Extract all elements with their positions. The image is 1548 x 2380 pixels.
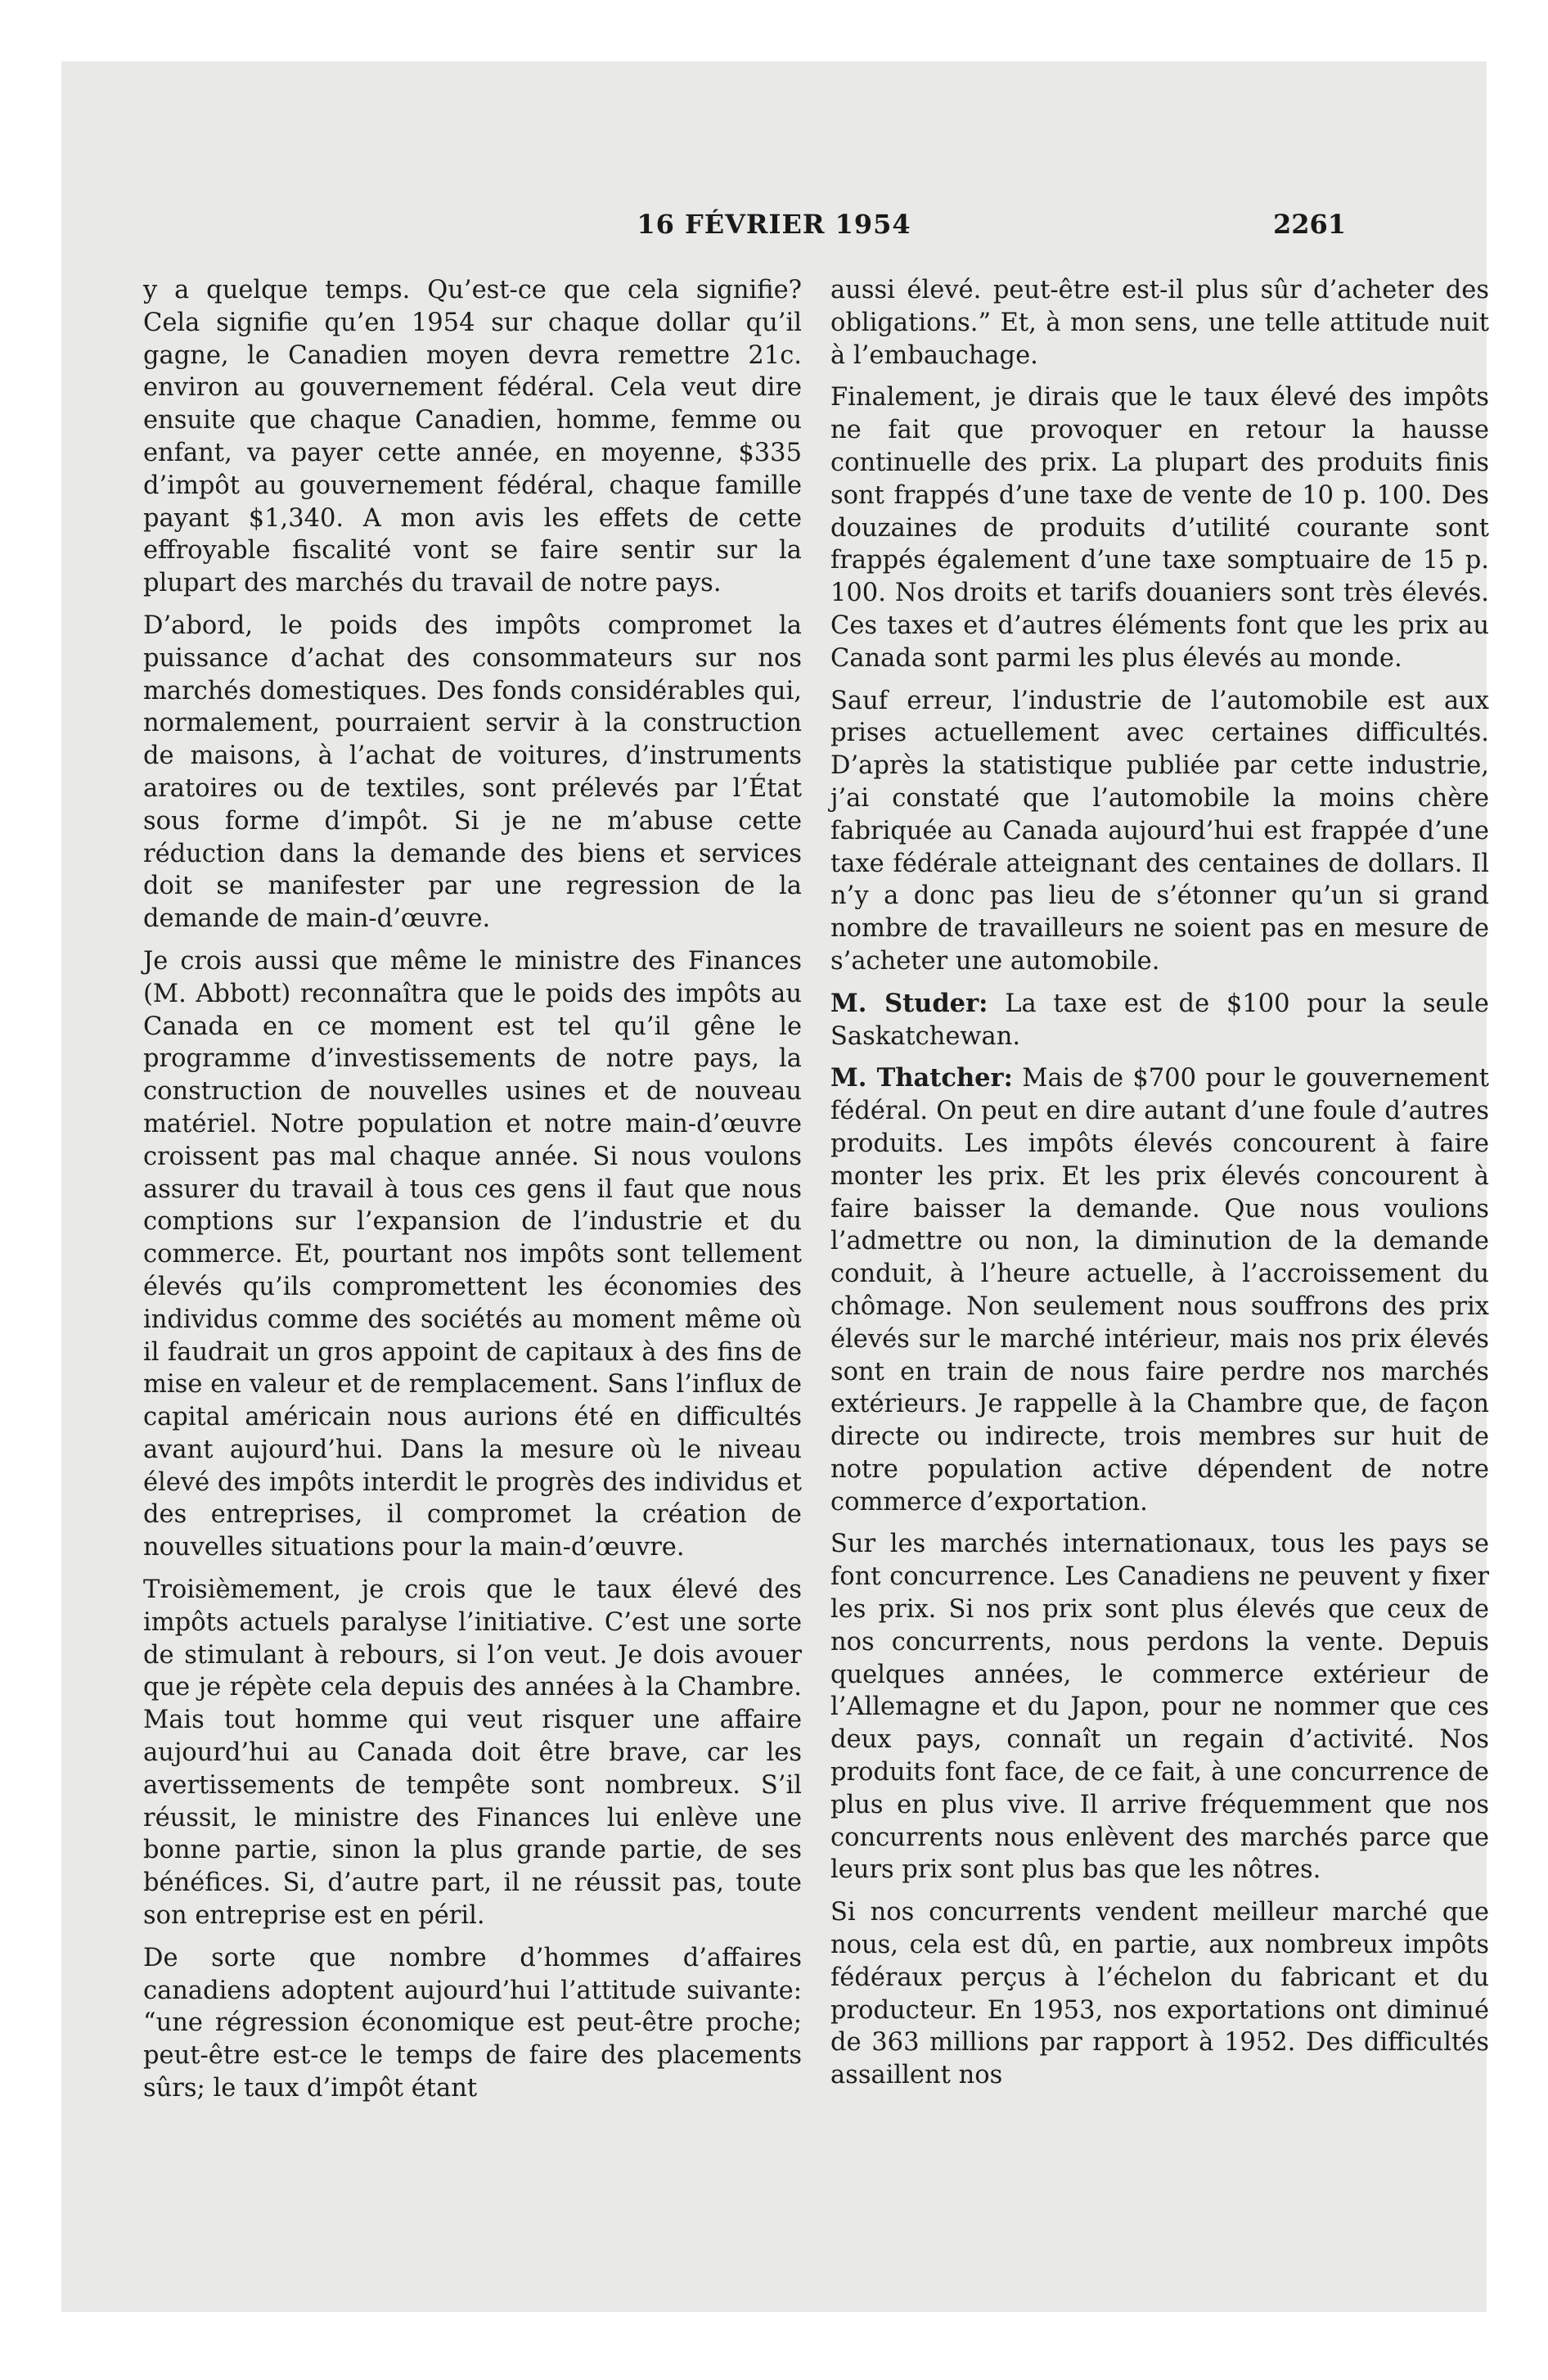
speech-text: Mais de $700 pour le gouvernement fédéral. On peut en dire autant d’une foule d’autres produits. Les impôts élevés concourent à faire monter les prix. Et les prix élevés concourent à faire baisser la demande. Que nous voulions l’admettre ou non, la diminution de la demande conduit, à l’heure actuelle, à l’accroissement du chômage. Non seulement nous souffrons des prix élevés sur le marché intérieur, mais nos prix élevés sont en train de nous faire perdre nos marchés extérieurs. Je rappelle à la Chambre que, de façon directe ou indirecte, trois membres sur huit de notre population active dépendent de notre commerce d’exportation. [830,1064,1490,1517]
page-scan [61,61,1490,2312]
paragraph: D’abord, le poids des impôts compromet la puissance d’achat des consommateurs sur nos marchés domestiques. Des fonds considérables qui, normalement, pourraient servir à la construction de maisons, à l’achat de voitures, d’instruments aratoires ou de textiles, sont prélevés par l’État sous forme d’impôt. Si je ne m’abuse cette réduction dans la demande des biens et services doit se manifester par une regression de la demande de main-d’œuvre. [143,611,802,934]
speaker-name: M. Thatcher: [830,1063,1013,1093]
paragraph: Sur les marchés internationaux, tous les pays se font concurrence. Les Canadiens ne peuvent y fixer les prix. Si nos prix sont plus élevés que ceux de nos concurrents, nous perdons la vente. Depuis quelques années, le commerce extérieur de l’Allemagne et du Japon, pour ne nommer que ces deux pays, connaît un regain d’activité. Nos produits font face, de ce fait, à une concurrence de plus en plus vive. Il arrive fréquemment que nos concurrents nous enlèvent des marchés parce que leurs prix sont plus bas que les nôtres. [830,1530,1489,1885]
paragraph: Sauf erreur, l’industrie de l’automobile est aux prises actuellement avec certaines difficultés. D’après la statistique publiée par cette industrie, j’ai constaté que l’automobile la moins chère fabriquée au Canada aujourd’hui est frappée d’une taxe fédérale atteignant des centaines de dollars. Il n’y a donc pas lieu de s’étonner qu’un si grand nombre de travailleurs ne soient pas en mesure de s’acheter une automobile. [830,686,1489,976]
paragraph: Je crois aussi que même le ministre des Finances (M. Abbott) reconnaîtra que le poids des impôts au Canada en ce moment est tel qu’il gêne le programme d’investissements de notre pays, la construction de nouvelles usines et de nouveau matériel. Notre population et notre main-d’œuvre croissent pas mal chaque année. Si nous voulons assurer du travail à tous ces gens il faut que nous comptions sur l’expansion de l’industrie et du commerce. Et, pourtant nos impôts sont tellement élevés qu’ils compromettent les économies des individus comme des sociétés au moment même où il faudrait un gros appoint de capitaux à des fins de mise en valeur et de remplacement. Sans l’influx de capital américain nous aurions été en difficultés avant aujourd’hui. Dans la mesure où le niveau élevé des impôts interdit le progrès des individus et des entreprises, il compromet la création de nouvelles situations pour la main-d’œuvre. [143,946,802,1562]
paragraph: aussi élevé. peut-être est-il plus sûr d’acheter des obligations.” Et, à mon sens, une telle attitude nuit à l’embauchage. [830,276,1489,370]
right-column [830,274,1489,2102]
paragraph: Finalement, je dirais que le taux élevé des impôts ne fait que provoquer en retour la hausse continuelle des prix. La plupart des produits finis sont frappés d’une taxe de vente de 10 p. 100. Des douzaines de produits d’utilité courante sont frappés également d’une taxe somptuaire de 15 p. 100. Nos droits et tarifs douaniers sont très élevés. Ces taxes et d’autres éléments font que les prix au Canada sont parmi les plus élevés au monde. [830,383,1489,673]
page-number: 2261 [1272,209,1346,240]
left-column [143,274,802,2115]
speech-paragraph [830,988,1489,1053]
header-date: 16 FÉVRIER 1954 [637,209,911,240]
paragraph: y a quelque temps. Qu’est-ce que cela signifie? Cela signifie qu’en 1954 sur chaque dollar qu’il gagne, le Canadien moyen devra remettre 21c. environ au gouvernement fédéral. Cela veut dire ensuite que chaque Canadien, homme, femme ou enfant, va payer cette année, en moyenne, $335 d’impôt au gouvernement fédéral, chaque famille payant $1,340. A mon avis les effets de cette effroyable fiscalité vont se faire sentir sur la plupart des marchés du travail de notre pays. [143,276,802,598]
paragraph: Si nos concurrents vendent meilleur marché que nous, cela est dû, en partie, aux nombreux impôts fédéraux perçus à l’échelon du fabricant et du producteur. En 1953, nos exportations ont diminué de 363 millions par rapport à 1952. Des difficultés assaillent nos [830,1898,1489,2090]
paragraph: De sorte que nombre d’hommes d’affaires canadiens adoptent aujourd’hui l’attitude suivante: “une régression économique est peut-être proche; peut-être est-ce le temps de faire des placements sûrs; le taux d’impôt étant [143,1943,802,2103]
page-header [61,209,1487,250]
speaker-name: M. Studer: [830,988,988,1018]
paragraph: Troisièmement, je crois que le taux élevé des impôts actuels paralyse l’initiative. C’est une sorte de stimulant à rebours, si l’on veut. Je dois avouer que je répète cela depuis des années à la Chambre. Mais tout homme qui veut risquer une affaire aujourd’hui au Canada doit être brave, car les avertissements de tempête sont nombreux. S’il réussit, le ministre des Finances lui enlève une bonne partie, sinon la plus grande partie, de ses bénéfices. Si, d’autre part, il ne réussit pas, toute son entreprise est en péril. [143,1575,802,1931]
speech-paragraph [830,1062,1489,1518]
speech-text: La taxe est de $100 pour la seule Saskatchewan. [830,989,1489,1051]
